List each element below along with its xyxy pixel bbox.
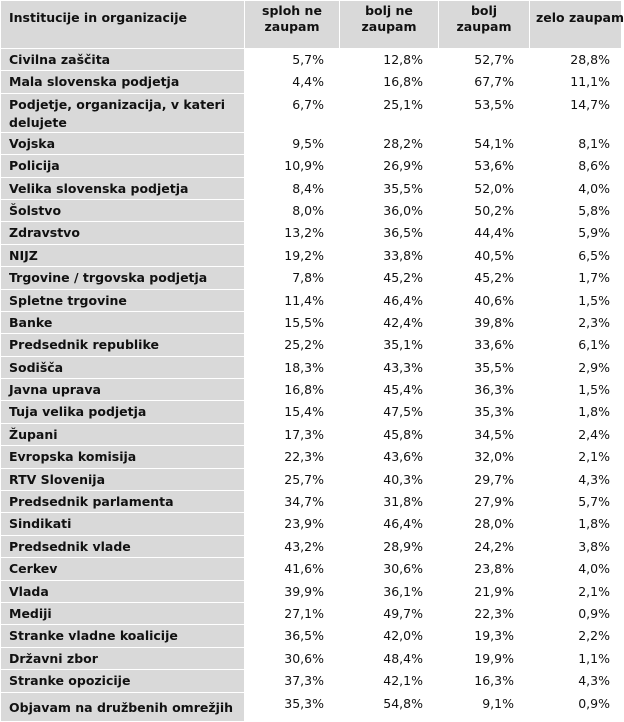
table-row [1, 513, 622, 535]
table-row [1, 491, 622, 513]
header-not-at-all-trust [245, 1, 340, 49]
table-row [1, 602, 622, 624]
value-cell-v3: 44,4% [439, 222, 530, 244]
value-cell-v3: 33,6% [439, 334, 530, 356]
value-cell-v1: 37,3% [245, 670, 340, 692]
header-col2-line2: zaupam [361, 19, 417, 34]
value-cell-v1: 15,4% [245, 401, 340, 423]
institution-name: Javna uprava [1, 379, 245, 401]
value-cell-v1: 18,3% [245, 356, 340, 378]
table-row [1, 423, 622, 445]
value-cell-v2: 42,1% [340, 670, 439, 692]
institution-name: Predsednik parlamenta [1, 491, 245, 513]
value-cell-v2: 36,0% [340, 199, 439, 221]
institution-name: Trgovine / trgovska podjetja [1, 267, 245, 289]
table-row [1, 244, 622, 266]
value-cell-v1: 22,3% [245, 446, 340, 468]
value-cell-v4: 28,8% [530, 49, 622, 71]
value-cell-v2: 47,5% [340, 401, 439, 423]
value-cell-v2: 42,0% [340, 625, 439, 647]
institution-name: Banke [1, 311, 245, 333]
institution-name: Sindikati [1, 513, 245, 535]
value-cell-v4: 8,1% [530, 132, 622, 154]
value-cell-v4: 2,1% [530, 580, 622, 602]
value-cell-v1: 25,7% [245, 468, 340, 490]
table-row [1, 535, 622, 557]
value-cell-v3: 9,1% [439, 692, 530, 721]
value-cell-v1: 41,6% [245, 558, 340, 580]
value-cell-v2: 49,7% [340, 602, 439, 624]
institution-name: Predsednik vlade [1, 535, 245, 557]
value-cell-v3: 29,7% [439, 468, 530, 490]
table-row [1, 580, 622, 602]
value-cell-v3: 53,5% [439, 93, 530, 132]
institution-name: Objavam na družbenih omrežjih [1, 692, 245, 721]
value-cell-v2: 36,1% [340, 580, 439, 602]
table-row [1, 49, 622, 71]
table-row [1, 222, 622, 244]
value-cell-v3: 32,0% [439, 446, 530, 468]
value-cell-v2: 48,4% [340, 647, 439, 669]
value-cell-v3: 34,5% [439, 423, 530, 445]
value-cell-v2: 31,8% [340, 491, 439, 513]
value-cell-v3: 39,8% [439, 311, 530, 333]
header-rather-not-trust [340, 1, 439, 49]
header-col1-line2: zaupam [264, 19, 320, 34]
value-cell-v4: 1,5% [530, 289, 622, 311]
value-cell-v1: 30,6% [245, 647, 340, 669]
table-row [1, 446, 622, 468]
institution-name: NIJZ [1, 244, 245, 266]
value-cell-v1: 34,7% [245, 491, 340, 513]
institution-name: RTV Slovenija [1, 468, 245, 490]
value-cell-v3: 19,3% [439, 625, 530, 647]
value-cell-v2: 33,8% [340, 244, 439, 266]
value-cell-v2: 12,8% [340, 49, 439, 71]
institution-name: Stranke vladne koalicije [1, 625, 245, 647]
table-row [1, 468, 622, 490]
value-cell-v1: 9,5% [245, 132, 340, 154]
value-cell-v1: 35,3% [245, 692, 340, 721]
value-cell-v4: 2,4% [530, 423, 622, 445]
table-row [1, 267, 622, 289]
table-header-row [1, 1, 622, 49]
header-col3-line2: zaupam [456, 19, 512, 34]
institution-name: Civilna zaščita [1, 49, 245, 71]
table-row [1, 132, 622, 154]
value-cell-v3: 35,5% [439, 356, 530, 378]
value-cell-v1: 17,3% [245, 423, 340, 445]
value-cell-v3: 23,8% [439, 558, 530, 580]
value-cell-v4: 1,8% [530, 513, 622, 535]
table-row [1, 199, 622, 221]
value-cell-v2: 36,5% [340, 222, 439, 244]
institution-name: Podjetje, organizacija, v kateri delujete [1, 93, 245, 132]
institution-name: Policija [1, 155, 245, 177]
value-cell-v4: 1,7% [530, 267, 622, 289]
institution-name: Vojska [1, 132, 245, 154]
institution-name: Župani [1, 423, 245, 445]
value-cell-v2: 46,4% [340, 289, 439, 311]
table-row [1, 379, 622, 401]
value-cell-v1: 15,5% [245, 311, 340, 333]
value-cell-v4: 2,1% [530, 446, 622, 468]
value-cell-v1: 13,2% [245, 222, 340, 244]
table-row [1, 177, 622, 199]
value-cell-v4: 0,9% [530, 692, 622, 721]
value-cell-v4: 5,7% [530, 491, 622, 513]
value-cell-v4: 0,9% [530, 602, 622, 624]
value-cell-v1: 36,5% [245, 625, 340, 647]
header-institutions: Institucije in organizacije [1, 1, 245, 49]
institution-name: Državni zbor [1, 647, 245, 669]
value-cell-v1: 27,1% [245, 602, 340, 624]
value-cell-v4: 6,1% [530, 334, 622, 356]
institution-name: Velika slovenska podjetja [1, 177, 245, 199]
value-cell-v3: 53,6% [439, 155, 530, 177]
table-row [1, 356, 622, 378]
table-row [1, 334, 622, 356]
value-cell-v4: 4,3% [530, 468, 622, 490]
table-row [1, 71, 622, 93]
value-cell-v1: 43,2% [245, 535, 340, 557]
value-cell-v4: 4,3% [530, 670, 622, 692]
value-cell-v3: 52,7% [439, 49, 530, 71]
value-cell-v1: 16,8% [245, 379, 340, 401]
table-row [1, 401, 622, 423]
header-rather-trust [439, 1, 530, 49]
table-body [1, 49, 622, 722]
value-cell-v1: 6,7% [245, 93, 340, 132]
value-cell-v3: 27,9% [439, 491, 530, 513]
value-cell-v2: 16,8% [340, 71, 439, 93]
value-cell-v4: 14,7% [530, 93, 622, 132]
value-cell-v4: 1,1% [530, 647, 622, 669]
institution-name: Šolstvo [1, 199, 245, 221]
value-cell-v4: 2,9% [530, 356, 622, 378]
table-row [1, 289, 622, 311]
table-row [1, 670, 622, 692]
table-row [1, 625, 622, 647]
table-row [1, 93, 622, 132]
value-cell-v2: 43,6% [340, 446, 439, 468]
header-very-trust: zelo zaupam [530, 1, 622, 49]
value-cell-v3: 45,2% [439, 267, 530, 289]
institution-name: Mediji [1, 602, 245, 624]
value-cell-v3: 24,2% [439, 535, 530, 557]
institution-name: Vlada [1, 580, 245, 602]
table-row [1, 647, 622, 669]
value-cell-v2: 46,4% [340, 513, 439, 535]
header-col3-line1: bolj [470, 3, 498, 18]
value-cell-v3: 52,0% [439, 177, 530, 199]
value-cell-v3: 16,3% [439, 670, 530, 692]
value-cell-v2: 42,4% [340, 311, 439, 333]
institution-name: Cerkev [1, 558, 245, 580]
header-col1-line1: sploh ne [262, 3, 322, 18]
value-cell-v3: 36,3% [439, 379, 530, 401]
value-cell-v4: 2,3% [530, 311, 622, 333]
value-cell-v4: 3,8% [530, 535, 622, 557]
value-cell-v1: 8,4% [245, 177, 340, 199]
value-cell-v4: 5,9% [530, 222, 622, 244]
value-cell-v4: 1,8% [530, 401, 622, 423]
value-cell-v3: 40,6% [439, 289, 530, 311]
value-cell-v1: 7,8% [245, 267, 340, 289]
value-cell-v1: 23,9% [245, 513, 340, 535]
value-cell-v4: 4,0% [530, 177, 622, 199]
value-cell-v4: 8,6% [530, 155, 622, 177]
value-cell-v3: 35,3% [439, 401, 530, 423]
value-cell-v4: 4,0% [530, 558, 622, 580]
value-cell-v4: 5,8% [530, 199, 622, 221]
value-cell-v1: 4,4% [245, 71, 340, 93]
header-col2-line1: bolj ne [365, 3, 413, 18]
value-cell-v4: 2,2% [530, 625, 622, 647]
institution-name: Spletne trgovine [1, 289, 245, 311]
value-cell-v4: 1,5% [530, 379, 622, 401]
value-cell-v2: 25,1% [340, 93, 439, 132]
value-cell-v3: 21,9% [439, 580, 530, 602]
value-cell-v2: 35,1% [340, 334, 439, 356]
value-cell-v4: 6,5% [530, 244, 622, 266]
value-cell-v1: 5,7% [245, 49, 340, 71]
value-cell-v2: 45,4% [340, 379, 439, 401]
value-cell-v1: 25,2% [245, 334, 340, 356]
value-cell-v3: 40,5% [439, 244, 530, 266]
value-cell-v2: 45,8% [340, 423, 439, 445]
table-row [1, 155, 622, 177]
value-cell-v1: 10,9% [245, 155, 340, 177]
value-cell-v1: 8,0% [245, 199, 340, 221]
table-row [1, 692, 622, 721]
value-cell-v3: 50,2% [439, 199, 530, 221]
value-cell-v1: 19,2% [245, 244, 340, 266]
value-cell-v2: 54,8% [340, 692, 439, 721]
value-cell-v2: 40,3% [340, 468, 439, 490]
value-cell-v2: 28,9% [340, 535, 439, 557]
value-cell-v1: 39,9% [245, 580, 340, 602]
value-cell-v4: 11,1% [530, 71, 622, 93]
institution-name: Stranke opozicije [1, 670, 245, 692]
value-cell-v3: 28,0% [439, 513, 530, 535]
institution-name: Tuja velika podjetja [1, 401, 245, 423]
value-cell-v2: 30,6% [340, 558, 439, 580]
table-row [1, 311, 622, 333]
value-cell-v2: 45,2% [340, 267, 439, 289]
value-cell-v2: 26,9% [340, 155, 439, 177]
value-cell-v2: 28,2% [340, 132, 439, 154]
value-cell-v3: 22,3% [439, 602, 530, 624]
value-cell-v2: 43,3% [340, 356, 439, 378]
value-cell-v3: 19,9% [439, 647, 530, 669]
value-cell-v3: 54,1% [439, 132, 530, 154]
institution-name: Evropska komisija [1, 446, 245, 468]
table-row [1, 558, 622, 580]
value-cell-v2: 35,5% [340, 177, 439, 199]
institution-name: Zdravstvo [1, 222, 245, 244]
value-cell-v3: 67,7% [439, 71, 530, 93]
value-cell-v1: 11,4% [245, 289, 340, 311]
institution-name: Sodišča [1, 356, 245, 378]
institution-name: Mala slovenska podjetja [1, 71, 245, 93]
institution-name: Predsednik republike [1, 334, 245, 356]
